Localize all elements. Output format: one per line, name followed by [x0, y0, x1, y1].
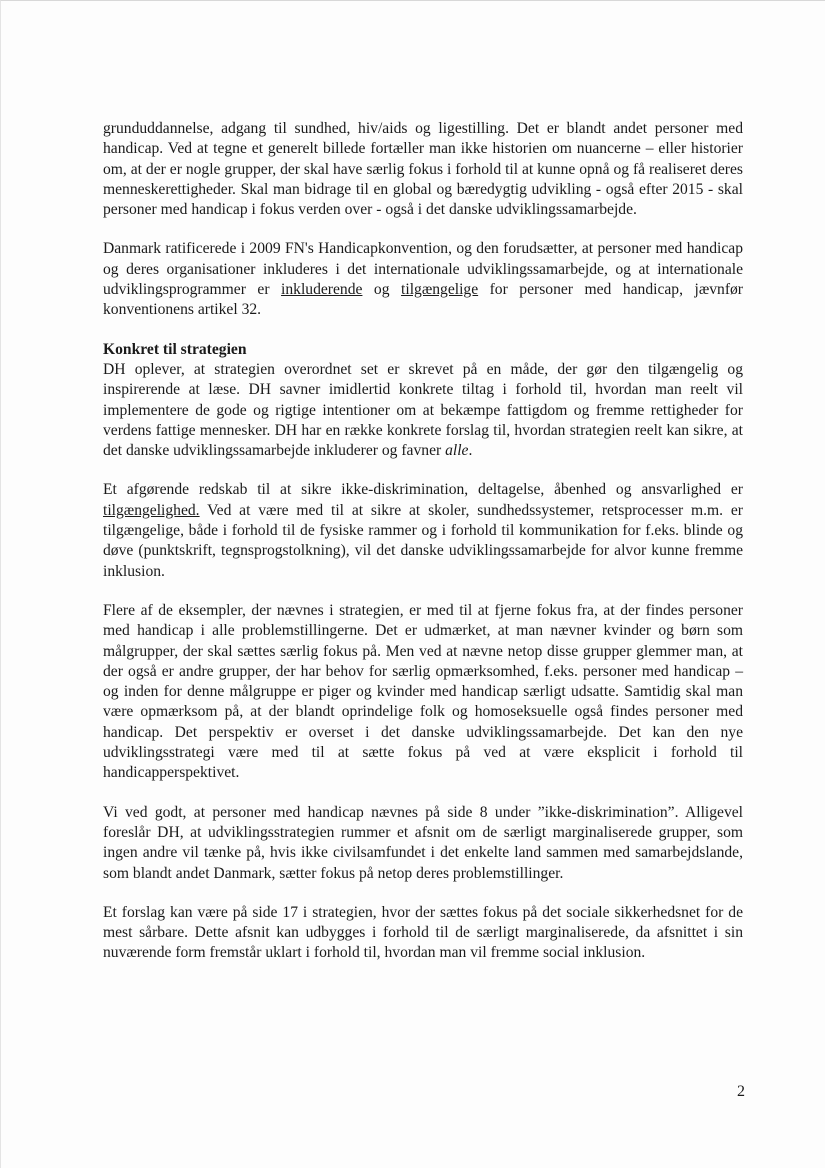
- body-text: [103, 119, 743, 983]
- paragraph-3-text-b: .: [468, 442, 473, 460]
- underlined-inkluderende: inkluderende: [281, 281, 363, 299]
- paragraph-4-text-a: Et afgørende redskab til at sikre ikke-diskrimination, deltagelse, åbenhed og ansvarlighed er: [103, 481, 743, 499]
- paragraph-6: Vi ved godt, at personer med handicap nævnes på side 8 under ”ikke-diskrimination”. Alligevel foreslår DH, at udviklingsstrategien rummer et afsnit om de særligt marginaliserede grupper, som ingen andre vil tænke på, hvis ikke civilsamfundet i det enkelte land sammen med samarbejdslande, som blandt andet Danmark, sætter fokus på netop deres problemstillinger.: [103, 803, 743, 882]
- paragraph-2-text-c: for personer med handicap, jævnfør konventionens artikel 32.: [103, 281, 744, 319]
- emphasis-alle: alle: [445, 442, 469, 460]
- paragraph-3: [103, 340, 743, 462]
- underlined-tilgaengelighed: tilgængelighed.: [103, 501, 200, 519]
- page-number: 2: [737, 1083, 745, 1100]
- paragraph-1: grunduddannelse, adgang til sundhed, hiv/aids og ligestilling. Det er blandt andet personer med handicap. Ved at tegne et generelt billede fortæller man ikke historien om nuancerne – eller historier om, at der er nogle grupper, der skal have særlig fokus i forhold til at kunne opnå og få realiseret deres menneskerettigheder. Skal man bidrage til en global og bæredygtig udvikling - også efter 2015 - skal personer med handicap i fokus verden over - også i det danske udviklingssamarbejde.: [103, 120, 743, 219]
- paragraph-5: Flere af de eksempler, der nævnes i strategien, er med til at fjerne fokus fra, at der findes personer med handicap i alle problemstillingerne. Det er udmærket, at man nævner kvinder og børn som målgrupper, der skal sættes særlig fokus på. Men ved at nævne netop disse grupper glemmer man, at der også er andre grupper, der har behov for særlig opmærksomhed, f.eks. personer med handicap – og inden for denne målgruppe er piger og kvinder med handicap særligt udsatte. Samtidig skal man være opmærksom på, at der blandt oprindelige folk og homoseksuelle også findes personer med handicap. Det perspektiv er overset i det danske udviklingssamarbejde. Det kan den nye udviklingsstrategi være med til at sætte fokus på ved at være eksplicit i forhold til handicapperspektivet.: [103, 601, 743, 782]
- paragraph-2-text-b: og: [362, 281, 402, 299]
- underlined-tilgaengelige: tilgængelige: [401, 281, 479, 299]
- paragraph-4: [103, 480, 743, 581]
- paragraph-2: [103, 239, 743, 320]
- paragraph-4-text-b: Ved at være med til at sikre at skoler, sundhedssystemer, retsprocesser m.m. er tilgængelige, både i forhold til de fysiske rammer og i forhold til kommunikation for f.eks. blinde og døve (punktskrift, tegnsprogstolkning), vil det danske udviklingssamarbejde for alvor kunne fremme inklusion.: [103, 501, 743, 580]
- paragraph-7: Et forslag kan være på side 17 i strategien, hvor der sættes fokus på det sociale sikkerhedsnet for de mest sårbare. Dette afsnit kan udbygges i forhold til de særligt marginaliserede, da afsnittet i sin nuværende form fremstår uklart i forhold til, hvordan man vil fremme social inklusion.: [103, 903, 743, 962]
- paragraph-3-text-a: DH oplever, at strategien overordnet set er skrevet på en måde, der gør den tilgængelig og inspirerende at læse. DH savner imidlertid konkrete tiltag i forhold til, hvordan man reelt vil implementere de gode og rigtige intentioner om at bekæmpe fattigdom og fremme rettigheder for verdens fattige mennesker. DH har en række konkrete forslag til, hvordan strategien reelt kan sikre, at det danske udviklingssamarbejde inkluderer og favner: [103, 360, 743, 460]
- paragraph-2-text-a: Danmark ratificerede i 2009 FN's Handicapkonvention, og den forudsætter, at personer med handicap og deres organisationer inkluderes i det internationale udviklingssamarbejde, og at internationale udviklingsprogrammer er: [103, 240, 743, 299]
- section-heading: Konkret til strategien: [103, 340, 247, 358]
